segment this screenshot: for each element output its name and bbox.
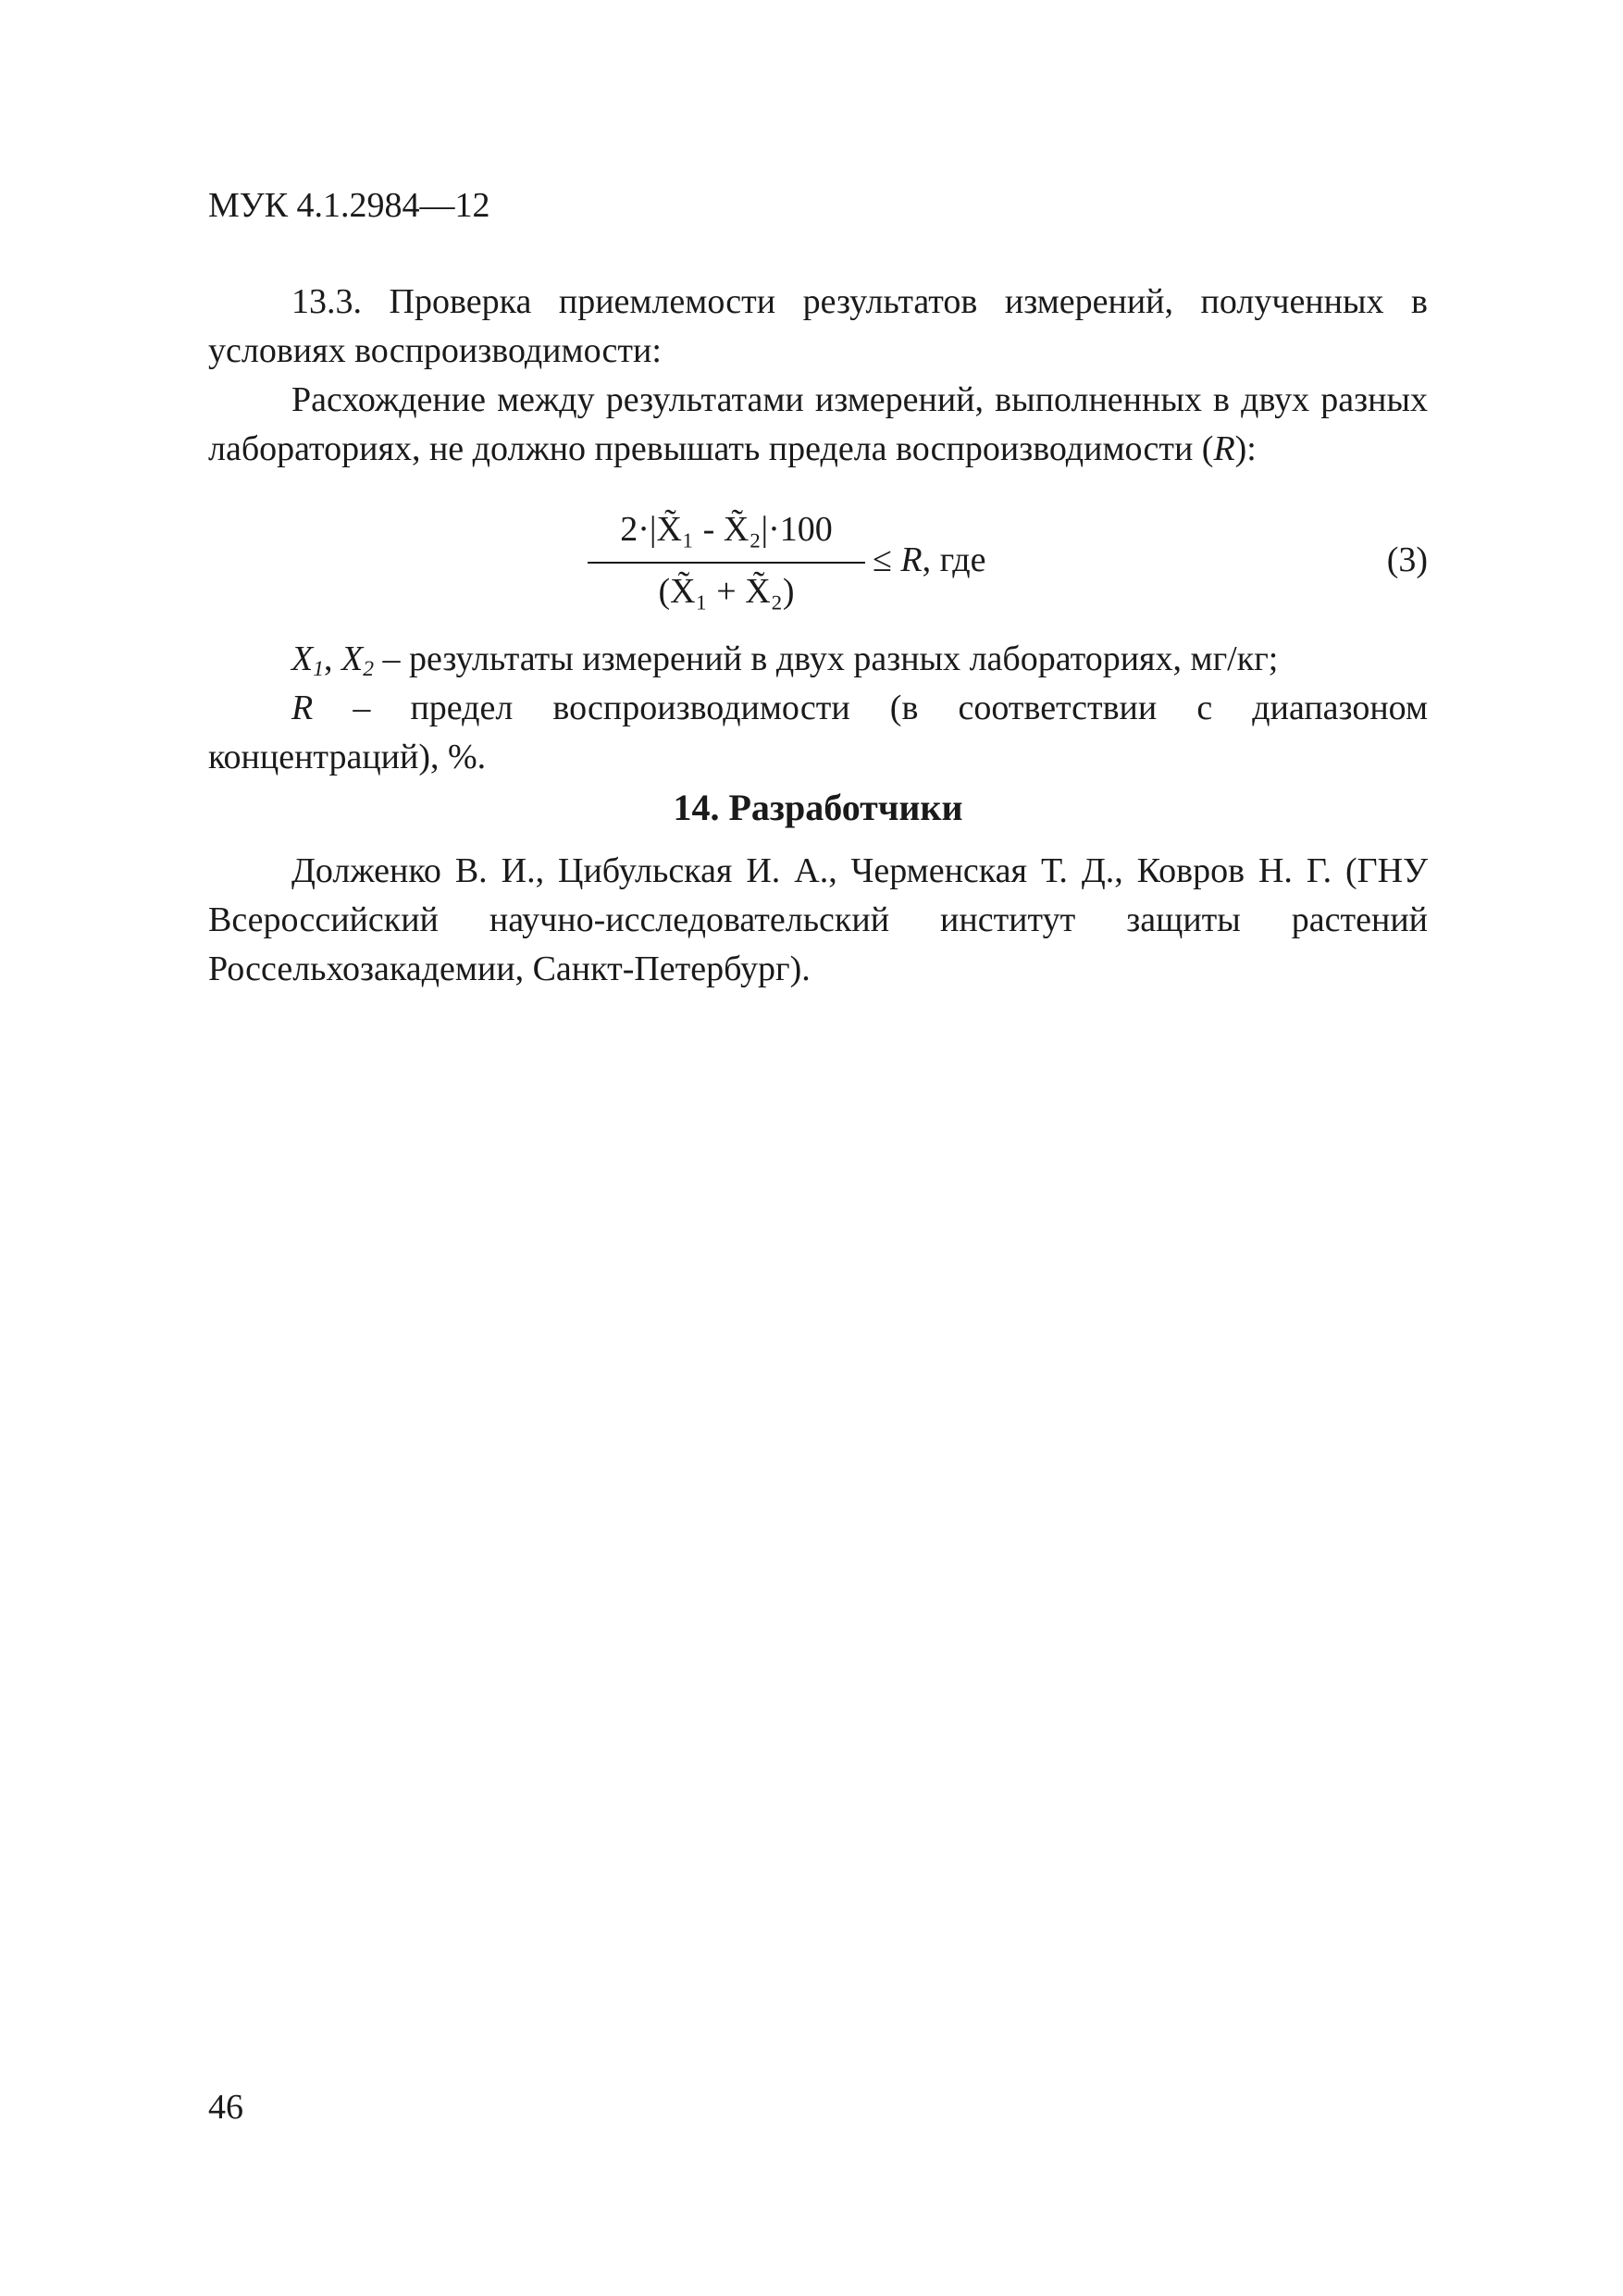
fraction-bar: [588, 562, 865, 564]
formula-rhs-suffix: , где: [922, 540, 986, 579]
formula-rhs-symbol: R: [900, 540, 923, 579]
formula-3: [208, 504, 1428, 625]
definition-r-text: – предел воспроизводимости (в соответствии с диапазоном концентраций), %.: [208, 689, 1428, 776]
formula-denominator: (X̃₁ + X̃₂): [658, 572, 795, 611]
section-14-heading: 14. Разработчики: [673, 787, 963, 828]
definition-r: [208, 684, 1428, 782]
x2-symbol: X: [341, 639, 364, 678]
formula-body: [588, 504, 1235, 625]
symbol-separator: ,: [324, 639, 341, 678]
reproducibility-text-end: ):: [1234, 429, 1257, 468]
r-symbol: R: [1213, 429, 1235, 468]
formula-relation: ≤: [873, 540, 892, 579]
x2-subscript: 2: [363, 656, 374, 681]
x1-subscript: 1: [313, 656, 324, 681]
reproducibility-paragraph: [208, 376, 1428, 474]
page-number: 46: [208, 2088, 243, 2127]
reproducibility-text: Расхождение между результатами измерений, выполненных в двух разных лабораториях, не должно превышать предела воспроизводимости (: [208, 380, 1428, 468]
x1-symbol: X: [291, 639, 314, 678]
equation-number: (3): [1386, 540, 1428, 579]
definition-x-text: – результаты измерений в двух разных лабораториях, мг/кг;: [374, 639, 1279, 678]
r-definition-symbol: R: [291, 689, 314, 727]
section-13-3-text: [208, 278, 1428, 474]
running-header: МУК 4.1.2984—12: [208, 186, 490, 225]
section-13-3-intro: 13.3. Проверка приемлемости результатов измерений, полученных в условиях воспроизводимости:: [208, 282, 1428, 370]
definitions: [208, 635, 1428, 782]
formula-fraction: [588, 504, 865, 625]
definition-x: [208, 635, 1428, 684]
formula-numerator: 2·|X̃₁ - X̃₂|·100: [620, 510, 833, 549]
developers-paragraph: Долженко В. И., Цибульская И. А., Черменская Т. Д., Ковров Н. Г. (ГНУ Всероссийский научно-исследовательский институт защиты растений Россельхозакадемии, Санкт-Петербург).: [208, 851, 1428, 988]
formula-rhs: [873, 540, 985, 580]
section-14-text: [208, 847, 1428, 994]
